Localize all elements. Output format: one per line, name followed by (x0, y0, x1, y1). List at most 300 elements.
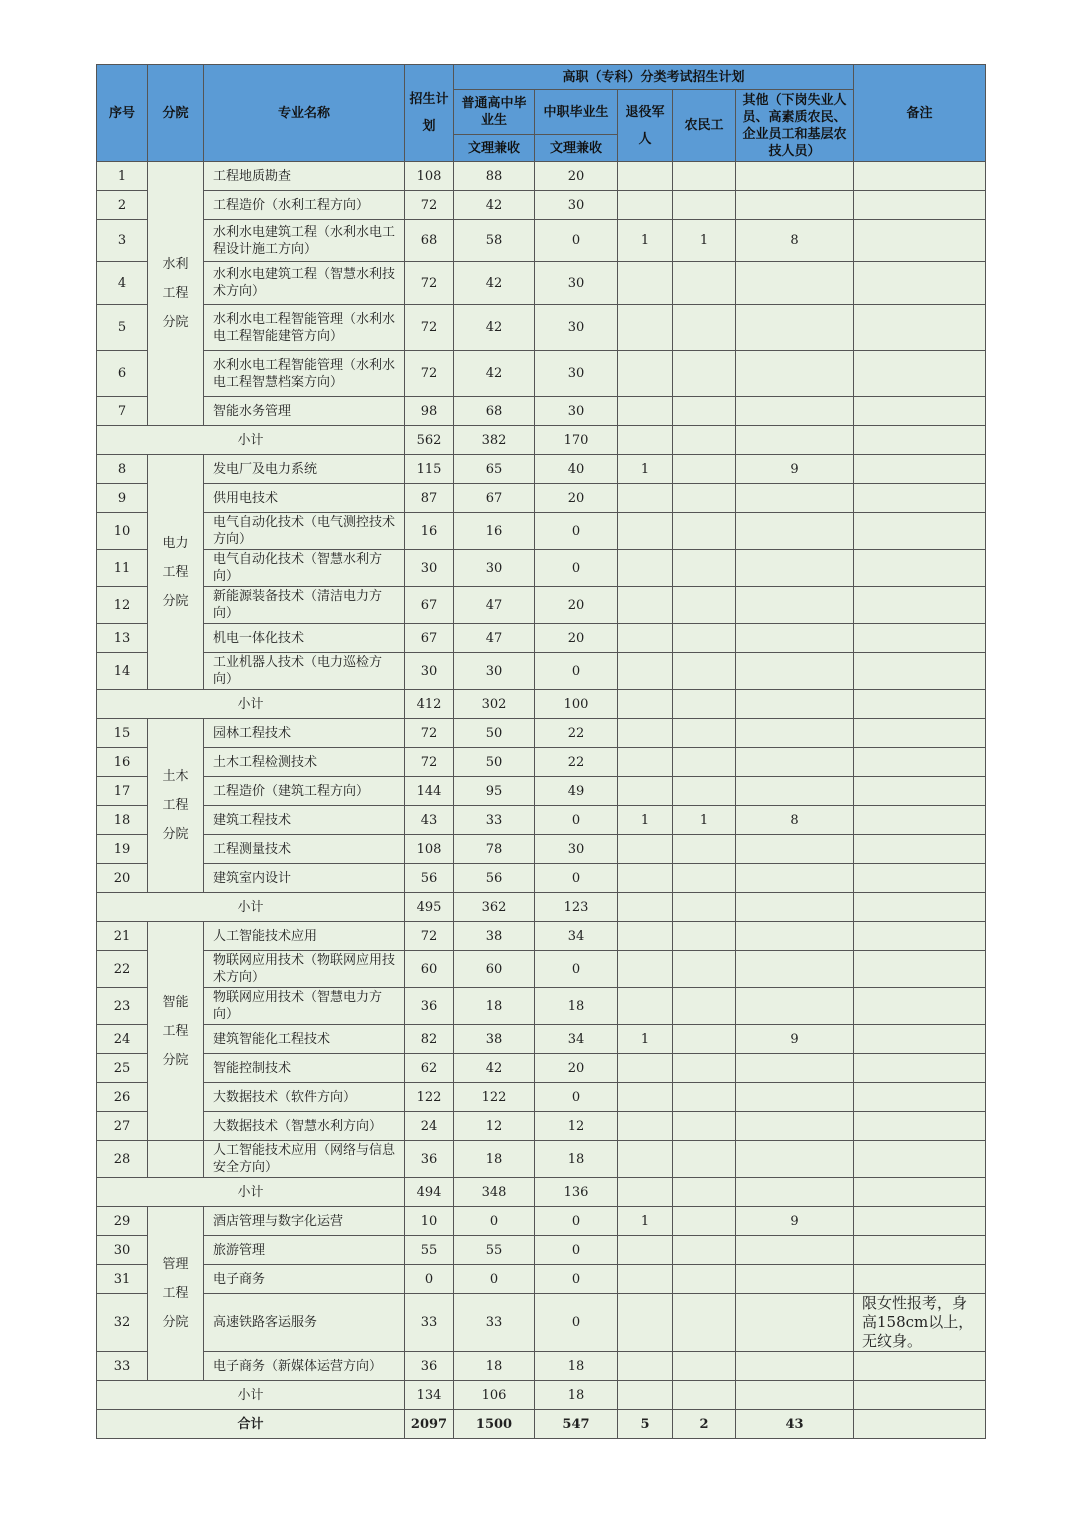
row-plan: 24 (405, 1112, 454, 1141)
subtotal-vet (618, 893, 673, 922)
row-vs: 20 (535, 484, 618, 513)
row-plan: 30 (405, 550, 454, 587)
row-farmer (673, 1265, 736, 1294)
college-empty (148, 1141, 204, 1178)
college-name (148, 719, 204, 893)
total-farmer: 2 (673, 1410, 736, 1439)
row-major-name: 电气自动化技术（电气测控技术方向） (204, 513, 405, 550)
row-farmer (673, 455, 736, 484)
table-row (97, 951, 986, 988)
row-major-name: 建筑室内设计 (204, 864, 405, 893)
table-row (97, 1294, 986, 1352)
subtotal-plan: 495 (405, 893, 454, 922)
subtotal-label: 小计 (97, 893, 405, 922)
row-vet (618, 1083, 673, 1112)
row-seq: 2 (97, 191, 148, 220)
header-high-school-grads: 普通高中毕业生 (454, 90, 535, 135)
row-major-name: 水利水电建筑工程（智慧水利技术方向） (204, 262, 405, 305)
subtotal-plan: 494 (405, 1178, 454, 1207)
row-hs: 88 (454, 162, 535, 191)
row-vs: 0 (535, 653, 618, 690)
table-row (97, 1083, 986, 1112)
college-label: 电力工程分院 (162, 535, 189, 609)
row-other (736, 748, 854, 777)
row-hs: 42 (454, 305, 535, 351)
table-row (97, 1352, 986, 1381)
row-plan: 115 (405, 455, 454, 484)
row-plan: 72 (405, 262, 454, 305)
row-major-name: 人工智能技术应用 (204, 922, 405, 951)
total-vs: 547 (535, 1410, 618, 1439)
row-farmer (673, 777, 736, 806)
table-row (97, 1207, 986, 1236)
row-vs: 20 (535, 1054, 618, 1083)
subtotal-label: 小计 (97, 1381, 405, 1410)
row-vet: 1 (618, 455, 673, 484)
row-hs: 50 (454, 719, 535, 748)
subtotal-hs: 348 (454, 1178, 535, 1207)
row-other (736, 1083, 854, 1112)
row-remark (854, 1083, 986, 1112)
row-vet (618, 1294, 673, 1352)
row-farmer (673, 162, 736, 191)
row-other (736, 513, 854, 550)
table-row (97, 484, 986, 513)
row-seq: 8 (97, 455, 148, 484)
row-other (736, 1236, 854, 1265)
row-plan: 0 (405, 1265, 454, 1294)
row-hs: 55 (454, 1236, 535, 1265)
row-vet (618, 191, 673, 220)
row-remark (854, 864, 986, 893)
row-seq: 26 (97, 1083, 148, 1112)
subtotal-other (736, 1178, 854, 1207)
row-farmer (673, 1025, 736, 1054)
row-seq: 22 (97, 951, 148, 988)
subtotal-remark (854, 1178, 986, 1207)
row-seq: 4 (97, 262, 148, 305)
table-row (97, 777, 986, 806)
table-row (97, 513, 986, 550)
row-remark (854, 1265, 986, 1294)
row-farmer (673, 624, 736, 653)
row-hs: 47 (454, 587, 535, 624)
row-plan: 30 (405, 653, 454, 690)
row-hs: 65 (454, 455, 535, 484)
row-remark (854, 484, 986, 513)
row-major-name: 旅游管理 (204, 1236, 405, 1265)
subtotal-hs: 106 (454, 1381, 535, 1410)
row-seq: 5 (97, 305, 148, 351)
row-other (736, 1112, 854, 1141)
row-remark (854, 397, 986, 426)
table-row (97, 864, 986, 893)
row-seq: 11 (97, 550, 148, 587)
row-major-name: 酒店管理与数字化运营 (204, 1207, 405, 1236)
row-major-name: 水利水电建筑工程（水利水电工程设计施工方向） (204, 220, 405, 262)
subtotal-vs: 123 (535, 893, 618, 922)
row-vs: 22 (535, 719, 618, 748)
row-hs: 42 (454, 351, 535, 397)
row-hs: 42 (454, 262, 535, 305)
subtotal-farmer (673, 1381, 736, 1410)
row-other (736, 922, 854, 951)
row-major-name: 机电一体化技术 (204, 624, 405, 653)
subtotal-label: 小计 (97, 426, 405, 455)
row-farmer (673, 748, 736, 777)
college-name (148, 922, 204, 1141)
college-name (148, 455, 204, 690)
row-vet (618, 1265, 673, 1294)
row-plan: 72 (405, 748, 454, 777)
row-vet (618, 587, 673, 624)
table-row (97, 262, 986, 305)
row-remark: 限女性报考，身高158cm以上，无纹身。 (854, 1294, 986, 1352)
row-remark (854, 624, 986, 653)
college-name (148, 1207, 204, 1381)
row-remark (854, 835, 986, 864)
subtotal-vs: 136 (535, 1178, 618, 1207)
subtotal-label: 小计 (97, 690, 405, 719)
row-vs: 0 (535, 1236, 618, 1265)
row-major-name: 电气自动化技术（智慧水利方向） (204, 550, 405, 587)
row-other (736, 550, 854, 587)
row-seq: 25 (97, 1054, 148, 1083)
row-seq: 9 (97, 484, 148, 513)
subtotal-other (736, 893, 854, 922)
row-hs: 78 (454, 835, 535, 864)
row-remark (854, 719, 986, 748)
row-hs: 18 (454, 1352, 535, 1381)
header-other-applicants: 其他（下岗失业人员、高素质农民、企业员工和基层农技人员） (736, 90, 854, 162)
row-remark (854, 1054, 986, 1083)
row-plan: 108 (405, 835, 454, 864)
row-hs: 18 (454, 1141, 535, 1178)
row-farmer (673, 262, 736, 305)
row-plan: 72 (405, 719, 454, 748)
header-veterans: 退役军人 (618, 90, 673, 162)
row-remark (854, 513, 986, 550)
row-farmer (673, 191, 736, 220)
row-vs: 0 (535, 951, 618, 988)
subtotal-vet (618, 690, 673, 719)
row-vet (618, 1141, 673, 1178)
header-plan: 招生计划 (405, 65, 454, 162)
row-farmer (673, 1054, 736, 1083)
subtotal-vet (618, 1381, 673, 1410)
row-vs: 0 (535, 513, 618, 550)
header-migrant-workers: 农民工 (673, 90, 736, 162)
row-other (736, 484, 854, 513)
row-vs: 30 (535, 262, 618, 305)
row-vet (618, 1352, 673, 1381)
row-vs: 12 (535, 1112, 618, 1141)
row-vet (618, 484, 673, 513)
college-label: 水利工程分院 (162, 257, 189, 330)
subtotal-row (97, 690, 986, 719)
row-farmer (673, 1141, 736, 1178)
subtotal-remark (854, 426, 986, 455)
row-other (736, 624, 854, 653)
row-seq: 7 (97, 397, 148, 426)
row-other (736, 191, 854, 220)
row-other (736, 951, 854, 988)
row-farmer (673, 1207, 736, 1236)
table-row (97, 748, 986, 777)
row-seq: 28 (97, 1141, 148, 1178)
row-plan: 72 (405, 305, 454, 351)
row-farmer (673, 1112, 736, 1141)
row-major-name: 工程造价（建筑工程方向） (204, 777, 405, 806)
college-name (148, 162, 204, 426)
row-farmer (673, 951, 736, 988)
row-vs: 18 (535, 1352, 618, 1381)
row-hs: 95 (454, 777, 535, 806)
table-row (97, 220, 986, 262)
table-row (97, 191, 986, 220)
row-remark (854, 1141, 986, 1178)
row-vs: 0 (535, 1207, 618, 1236)
row-hs: 0 (454, 1207, 535, 1236)
row-remark (854, 191, 986, 220)
row-seq: 27 (97, 1112, 148, 1141)
subtotal-farmer (673, 690, 736, 719)
row-major-name: 电子商务（新媒体运营方向） (204, 1352, 405, 1381)
row-seq: 17 (97, 777, 148, 806)
row-vs: 0 (535, 806, 618, 835)
row-plan: 33 (405, 1294, 454, 1352)
total-row (97, 1410, 986, 1439)
header-major: 专业名称 (204, 65, 405, 162)
row-farmer: 1 (673, 220, 736, 262)
row-vet (618, 513, 673, 550)
row-vet: 1 (618, 1025, 673, 1054)
row-vs: 20 (535, 624, 618, 653)
row-other (736, 719, 854, 748)
row-vet (618, 951, 673, 988)
row-seq: 29 (97, 1207, 148, 1236)
row-hs: 67 (454, 484, 535, 513)
subtotal-other (736, 1381, 854, 1410)
row-vet (618, 922, 673, 951)
row-major-name: 水利水电工程智能管理（水利水电工程智能建管方向） (204, 305, 405, 351)
subtotal-plan: 562 (405, 426, 454, 455)
row-other (736, 1054, 854, 1083)
row-major-name: 大数据技术（智慧水利方向） (204, 1112, 405, 1141)
subtotal-hs: 382 (454, 426, 535, 455)
row-hs: 42 (454, 191, 535, 220)
row-farmer (673, 513, 736, 550)
subtotal-label: 小计 (97, 1178, 405, 1207)
row-hs: 122 (454, 1083, 535, 1112)
row-hs: 38 (454, 1025, 535, 1054)
row-farmer (673, 864, 736, 893)
subtotal-row (97, 1381, 986, 1410)
row-plan: 98 (405, 397, 454, 426)
row-seq: 3 (97, 220, 148, 262)
row-seq: 12 (97, 587, 148, 624)
table-row (97, 1265, 986, 1294)
row-remark (854, 550, 986, 587)
row-remark (854, 1112, 986, 1141)
enrollment-plan-table (96, 64, 986, 1439)
row-vs: 20 (535, 162, 618, 191)
row-seq: 23 (97, 988, 148, 1025)
row-hs: 50 (454, 748, 535, 777)
subtotal-farmer (673, 1178, 736, 1207)
subtotal-farmer (673, 426, 736, 455)
row-other (736, 587, 854, 624)
row-other (736, 835, 854, 864)
row-vs: 22 (535, 748, 618, 777)
row-vet (618, 1112, 673, 1141)
row-other (736, 397, 854, 426)
row-hs: 12 (454, 1112, 535, 1141)
row-vet (618, 550, 673, 587)
row-plan: 10 (405, 1207, 454, 1236)
table-row (97, 988, 986, 1025)
row-other (736, 864, 854, 893)
total-remark (854, 1410, 986, 1439)
row-plan: 144 (405, 777, 454, 806)
row-farmer (673, 587, 736, 624)
row-remark (854, 988, 986, 1025)
row-plan: 68 (405, 220, 454, 262)
row-major-name: 建筑工程技术 (204, 806, 405, 835)
row-other (736, 1294, 854, 1352)
row-hs: 47 (454, 624, 535, 653)
row-major-name: 高速铁路客运服务 (204, 1294, 405, 1352)
row-vs: 40 (535, 455, 618, 484)
total-plan: 2097 (405, 1410, 454, 1439)
row-hs: 0 (454, 1265, 535, 1294)
row-remark (854, 262, 986, 305)
row-hs: 56 (454, 864, 535, 893)
row-vs: 0 (535, 220, 618, 262)
row-vs: 34 (535, 1025, 618, 1054)
header-vocational-sub: 文理兼收 (535, 135, 618, 162)
row-plan: 67 (405, 624, 454, 653)
row-major-name: 工程测量技术 (204, 835, 405, 864)
row-seq: 18 (97, 806, 148, 835)
row-remark (854, 220, 986, 262)
table-row (97, 1141, 986, 1178)
row-seq: 24 (97, 1025, 148, 1054)
row-remark (854, 305, 986, 351)
row-hs: 16 (454, 513, 535, 550)
subtotal-farmer (673, 893, 736, 922)
row-major-name: 供用电技术 (204, 484, 405, 513)
row-major-name: 电子商务 (204, 1265, 405, 1294)
row-vs: 30 (535, 191, 618, 220)
table-row (97, 922, 986, 951)
row-plan: 56 (405, 864, 454, 893)
row-remark (854, 351, 986, 397)
row-farmer (673, 988, 736, 1025)
row-remark (854, 455, 986, 484)
row-plan: 72 (405, 351, 454, 397)
row-vet (618, 397, 673, 426)
row-farmer (673, 1236, 736, 1265)
row-hs: 42 (454, 1054, 535, 1083)
row-vet (618, 305, 673, 351)
row-farmer (673, 550, 736, 587)
row-seq: 31 (97, 1265, 148, 1294)
row-plan: 43 (405, 806, 454, 835)
row-major-name: 工程造价（水利工程方向） (204, 191, 405, 220)
header-college: 分院 (148, 65, 204, 162)
row-vs: 49 (535, 777, 618, 806)
table-row (97, 624, 986, 653)
subtotal-vs: 18 (535, 1381, 618, 1410)
row-vet (618, 351, 673, 397)
row-farmer: 1 (673, 806, 736, 835)
row-plan: 82 (405, 1025, 454, 1054)
row-major-name: 大数据技术（软件方向） (204, 1083, 405, 1112)
row-vs: 30 (535, 397, 618, 426)
row-vs: 0 (535, 864, 618, 893)
row-hs: 58 (454, 220, 535, 262)
subtotal-vet (618, 426, 673, 455)
row-major-name: 物联网应用技术（智慧电力方向） (204, 988, 405, 1025)
subtotal-remark (854, 690, 986, 719)
row-plan: 72 (405, 922, 454, 951)
row-plan: 108 (405, 162, 454, 191)
row-major-name: 人工智能技术应用（网络与信息安全方向） (204, 1141, 405, 1178)
subtotal-vs: 170 (535, 426, 618, 455)
row-hs: 38 (454, 922, 535, 951)
table-row (97, 806, 986, 835)
row-other (736, 777, 854, 806)
table-row (97, 162, 986, 191)
row-plan: 62 (405, 1054, 454, 1083)
table-row (97, 1236, 986, 1265)
row-major-name: 园林工程技术 (204, 719, 405, 748)
row-farmer (673, 397, 736, 426)
row-seq: 33 (97, 1352, 148, 1381)
row-vs: 34 (535, 922, 618, 951)
row-remark (854, 587, 986, 624)
row-farmer (673, 719, 736, 748)
subtotal-vet (618, 1178, 673, 1207)
row-seq: 13 (97, 624, 148, 653)
row-major-name: 智能控制技术 (204, 1054, 405, 1083)
row-seq: 16 (97, 748, 148, 777)
row-other (736, 988, 854, 1025)
row-remark (854, 1207, 986, 1236)
row-vs: 30 (535, 835, 618, 864)
row-other (736, 653, 854, 690)
row-vs: 20 (535, 587, 618, 624)
row-farmer (673, 484, 736, 513)
row-vet: 1 (618, 806, 673, 835)
row-plan: 36 (405, 988, 454, 1025)
header-category-group: 高职（专科）分类考试招生计划 (454, 65, 854, 90)
subtotal-plan: 412 (405, 690, 454, 719)
row-farmer (673, 1083, 736, 1112)
row-vs: 0 (535, 1083, 618, 1112)
row-farmer (673, 1352, 736, 1381)
header-high-school-sub: 文理兼收 (454, 135, 535, 162)
row-other: 8 (736, 220, 854, 262)
row-vet (618, 1054, 673, 1083)
row-vet (618, 719, 673, 748)
row-seq: 21 (97, 922, 148, 951)
table-row (97, 305, 986, 351)
row-plan: 67 (405, 587, 454, 624)
table-row (97, 587, 986, 624)
table-row (97, 1054, 986, 1083)
